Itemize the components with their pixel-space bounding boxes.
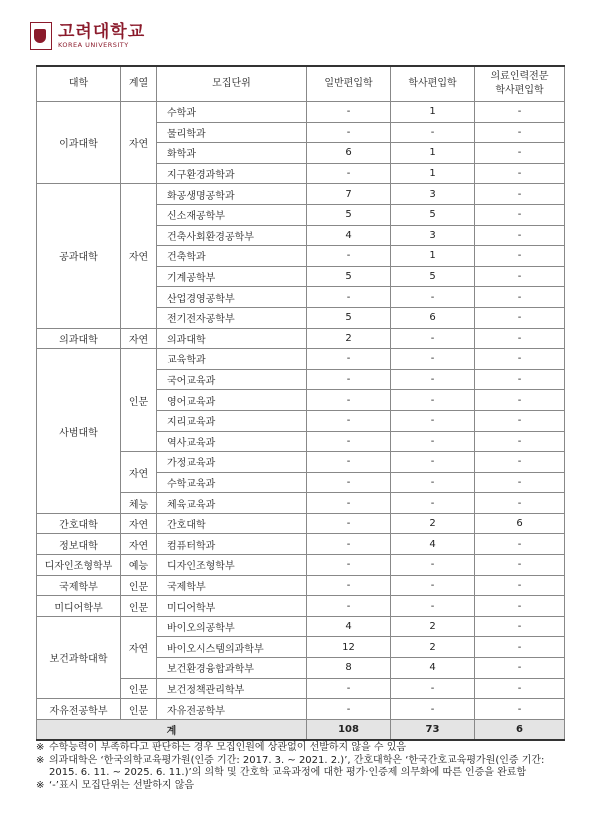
bachelor-transfer-cell: 1 — [391, 163, 475, 184]
unit-cell: 건축사회환경공학부 — [157, 225, 307, 246]
general-transfer-cell: 4 — [307, 225, 391, 246]
bachelor-transfer-cell: 2 — [391, 513, 475, 534]
college-cell: 국제학부 — [37, 575, 121, 596]
medical-transfer-cell: - — [475, 472, 565, 493]
admission-quota-table — [36, 65, 565, 741]
footnote — [36, 742, 576, 755]
medical-transfer-cell: - — [475, 699, 565, 720]
table-row — [37, 328, 565, 349]
unit-cell: 미디어학부 — [157, 596, 307, 617]
college-cell: 이과대학 — [37, 102, 121, 184]
bachelor-transfer-cell: 4 — [391, 534, 475, 555]
college-cell: 보건과학대학 — [37, 616, 121, 698]
logo-english-name: KOREA UNIVERSITY — [58, 41, 129, 49]
bachelor-transfer-cell: - — [391, 493, 475, 514]
note-mark: ※ — [36, 754, 45, 766]
bachelor-transfer-cell: 5 — [391, 204, 475, 225]
unit-cell: 의과대학 — [157, 328, 307, 349]
general-transfer-cell: - — [307, 163, 391, 184]
general-transfer-cell: - — [307, 246, 391, 267]
general-transfer-cell: - — [307, 287, 391, 308]
college-cell: 사범대학 — [37, 349, 121, 514]
field-cell: 자연 — [121, 328, 157, 349]
bachelor-transfer-cell: 5 — [391, 266, 475, 287]
bachelor-transfer-cell: - — [391, 369, 475, 390]
medical-transfer-cell: - — [475, 555, 565, 576]
logo-korean-name: 고려대학교 — [58, 22, 146, 42]
bachelor-transfer-cell: - — [391, 328, 475, 349]
bachelor-transfer-cell: - — [391, 390, 475, 411]
table-row — [37, 534, 565, 555]
field-cell: 인문 — [121, 699, 157, 720]
medical-transfer-cell: - — [475, 328, 565, 349]
header-unit: 모집단위 — [157, 66, 307, 102]
bachelor-transfer-cell: 1 — [391, 143, 475, 164]
table-row — [37, 575, 565, 596]
medical-transfer-cell: - — [475, 678, 565, 699]
header-medical-line2: 학사편입학 — [495, 85, 544, 96]
general-transfer-cell: - — [307, 349, 391, 370]
unit-cell: 화학과 — [157, 143, 307, 164]
general-transfer-cell: - — [307, 534, 391, 555]
unit-cell: 전기전자공학부 — [157, 307, 307, 328]
bachelor-transfer-cell: 4 — [391, 658, 475, 679]
total-bachelor: 73 — [391, 719, 475, 740]
field-cell: 자연 — [121, 513, 157, 534]
medical-transfer-cell: - — [475, 616, 565, 637]
footnote — [36, 755, 576, 780]
medical-transfer-cell: 6 — [475, 513, 565, 534]
general-transfer-cell: - — [307, 493, 391, 514]
general-transfer-cell: - — [307, 452, 391, 473]
field-cell: 자연 — [121, 616, 157, 678]
bachelor-transfer-cell: - — [391, 575, 475, 596]
unit-cell: 지구환경과학과 — [157, 163, 307, 184]
field-cell: 인문 — [121, 349, 157, 452]
unit-cell: 수학교육과 — [157, 472, 307, 493]
bachelor-transfer-cell: - — [391, 555, 475, 576]
unit-cell: 체육교육과 — [157, 493, 307, 514]
general-transfer-cell: 2 — [307, 328, 391, 349]
bachelor-transfer-cell: - — [391, 596, 475, 617]
header-type: 계열 — [121, 66, 157, 102]
total-general: 108 — [307, 719, 391, 740]
table-row — [37, 184, 565, 205]
field-cell: 자연 — [121, 102, 157, 184]
general-transfer-cell: - — [307, 102, 391, 123]
unit-cell: 디자인조형학부 — [157, 555, 307, 576]
general-transfer-cell: 4 — [307, 616, 391, 637]
bachelor-transfer-cell: - — [391, 452, 475, 473]
general-transfer-cell: - — [307, 678, 391, 699]
table-row — [37, 555, 565, 576]
medical-transfer-cell: - — [475, 596, 565, 617]
field-cell: 자연 — [121, 534, 157, 555]
medical-transfer-cell: - — [475, 410, 565, 431]
field-cell: 자연 — [121, 452, 157, 493]
medical-transfer-cell: - — [475, 658, 565, 679]
general-transfer-cell: 5 — [307, 307, 391, 328]
medical-transfer-cell: - — [475, 122, 565, 143]
medical-transfer-cell: - — [475, 637, 565, 658]
medical-transfer-cell: - — [475, 266, 565, 287]
college-cell: 자유전공학부 — [37, 699, 121, 720]
college-cell: 정보대학 — [37, 534, 121, 555]
medical-transfer-cell: - — [475, 246, 565, 267]
general-transfer-cell: 5 — [307, 266, 391, 287]
medical-transfer-cell: - — [475, 452, 565, 473]
header-univ: 대학 — [37, 66, 121, 102]
note-text: 수학능력이 부족하다고 판단하는 경우 모집인원에 상관없이 선발하지 않을 수 있음 — [49, 742, 407, 753]
bachelor-transfer-cell: 1 — [391, 102, 475, 123]
bachelor-transfer-cell: 3 — [391, 225, 475, 246]
unit-cell: 보건정책관리학부 — [157, 678, 307, 699]
medical-transfer-cell: - — [475, 287, 565, 308]
unit-cell: 바이오시스템의과학부 — [157, 637, 307, 658]
header-general-transfer: 일반편입학 — [307, 66, 391, 102]
note-mark: ※ — [36, 779, 45, 791]
unit-cell: 간호대학 — [157, 513, 307, 534]
medical-transfer-cell: - — [475, 349, 565, 370]
unit-cell: 역사교육과 — [157, 431, 307, 452]
general-transfer-cell: 8 — [307, 658, 391, 679]
college-cell: 간호대학 — [37, 513, 121, 534]
unit-cell: 건축학과 — [157, 246, 307, 267]
bachelor-transfer-cell: - — [391, 410, 475, 431]
medical-transfer-cell: - — [475, 493, 565, 514]
header-bachelor-transfer: 학사편입학 — [391, 66, 475, 102]
note-text: 의과대학은 ‘한국의학교육평가원(인증 기간: 2017. 3. ~ 2021. 2.)’, 간호대학은 ‘한국간호교육평가원(인증 기간: 2015. 6. 11. ~ 2025. 6. 11.)’의 의학 및 간호학 교육과정에 대한 평가·인증제 의무화에 따른 인증을 완료함 — [49, 754, 545, 779]
unit-cell: 교육학과 — [157, 349, 307, 370]
bachelor-transfer-cell: - — [391, 431, 475, 452]
header-medical-transfer — [475, 66, 565, 102]
bachelor-transfer-cell: 2 — [391, 637, 475, 658]
unit-cell: 기계공학부 — [157, 266, 307, 287]
unit-cell: 국어교육과 — [157, 369, 307, 390]
table-row — [37, 616, 565, 637]
college-cell: 의과대학 — [37, 328, 121, 349]
unit-cell: 컴퓨터학과 — [157, 534, 307, 555]
university-logo — [30, 20, 145, 52]
unit-cell: 지리교육과 — [157, 410, 307, 431]
footnote — [36, 780, 576, 793]
general-transfer-cell: - — [307, 369, 391, 390]
table-row — [37, 349, 565, 370]
total-label: 계 — [37, 719, 307, 740]
total-row — [37, 719, 565, 740]
general-transfer-cell: 12 — [307, 637, 391, 658]
bachelor-transfer-cell: - — [391, 349, 475, 370]
table-row — [37, 699, 565, 720]
bachelor-transfer-cell: 2 — [391, 616, 475, 637]
general-transfer-cell: 5 — [307, 204, 391, 225]
college-cell: 공과대학 — [37, 184, 121, 328]
college-cell: 미디어학부 — [37, 596, 121, 617]
bachelor-transfer-cell: - — [391, 699, 475, 720]
university-seal-icon — [30, 22, 52, 50]
medical-transfer-cell: - — [475, 143, 565, 164]
unit-cell: 영어교육과 — [157, 390, 307, 411]
unit-cell: 국제학부 — [157, 575, 307, 596]
medical-transfer-cell: - — [475, 534, 565, 555]
general-transfer-cell: - — [307, 699, 391, 720]
table-row — [37, 102, 565, 123]
bachelor-transfer-cell: 6 — [391, 307, 475, 328]
unit-cell: 신소재공학부 — [157, 204, 307, 225]
bachelor-transfer-cell: 3 — [391, 184, 475, 205]
medical-transfer-cell: - — [475, 390, 565, 411]
field-cell: 예능 — [121, 555, 157, 576]
field-cell: 자연 — [121, 184, 157, 328]
note-mark: ※ — [36, 742, 45, 753]
field-cell: 인문 — [121, 678, 157, 699]
unit-cell: 자유전공학부 — [157, 699, 307, 720]
bachelor-transfer-cell: - — [391, 678, 475, 699]
general-transfer-cell: - — [307, 472, 391, 493]
unit-cell: 산업경영공학부 — [157, 287, 307, 308]
general-transfer-cell: - — [307, 390, 391, 411]
bachelor-transfer-cell: 1 — [391, 246, 475, 267]
header-medical-line1: 의료인력전문 — [490, 71, 549, 82]
table-row — [37, 513, 565, 534]
field-cell: 체능 — [121, 493, 157, 514]
medical-transfer-cell: - — [475, 102, 565, 123]
general-transfer-cell: 6 — [307, 143, 391, 164]
unit-cell: 화공생명공학과 — [157, 184, 307, 205]
general-transfer-cell: - — [307, 575, 391, 596]
general-transfer-cell: - — [307, 122, 391, 143]
unit-cell: 바이오의공학부 — [157, 616, 307, 637]
field-cell: 인문 — [121, 596, 157, 617]
medical-transfer-cell: - — [475, 431, 565, 452]
college-cell: 디자인조형학부 — [37, 555, 121, 576]
bachelor-transfer-cell: - — [391, 122, 475, 143]
medical-transfer-cell: - — [475, 369, 565, 390]
general-transfer-cell: - — [307, 555, 391, 576]
medical-transfer-cell: - — [475, 184, 565, 205]
medical-transfer-cell: - — [475, 575, 565, 596]
note-text: ‘-’표시 모집단위는 선발하지 않음 — [49, 779, 195, 791]
general-transfer-cell: - — [307, 513, 391, 534]
bachelor-transfer-cell: - — [391, 287, 475, 308]
unit-cell: 수학과 — [157, 102, 307, 123]
footnotes — [36, 742, 576, 792]
unit-cell: 물리학과 — [157, 122, 307, 143]
general-transfer-cell: - — [307, 431, 391, 452]
general-transfer-cell: 7 — [307, 184, 391, 205]
medical-transfer-cell: - — [475, 204, 565, 225]
general-transfer-cell: - — [307, 410, 391, 431]
unit-cell: 보건환경융합과학부 — [157, 658, 307, 679]
unit-cell: 가정교육과 — [157, 452, 307, 473]
table-header-row — [37, 66, 565, 102]
field-cell: 인문 — [121, 575, 157, 596]
medical-transfer-cell: - — [475, 225, 565, 246]
table-row — [37, 596, 565, 617]
bachelor-transfer-cell: - — [391, 472, 475, 493]
medical-transfer-cell: - — [475, 307, 565, 328]
medical-transfer-cell: - — [475, 163, 565, 184]
total-medical: 6 — [475, 719, 565, 740]
general-transfer-cell: - — [307, 596, 391, 617]
